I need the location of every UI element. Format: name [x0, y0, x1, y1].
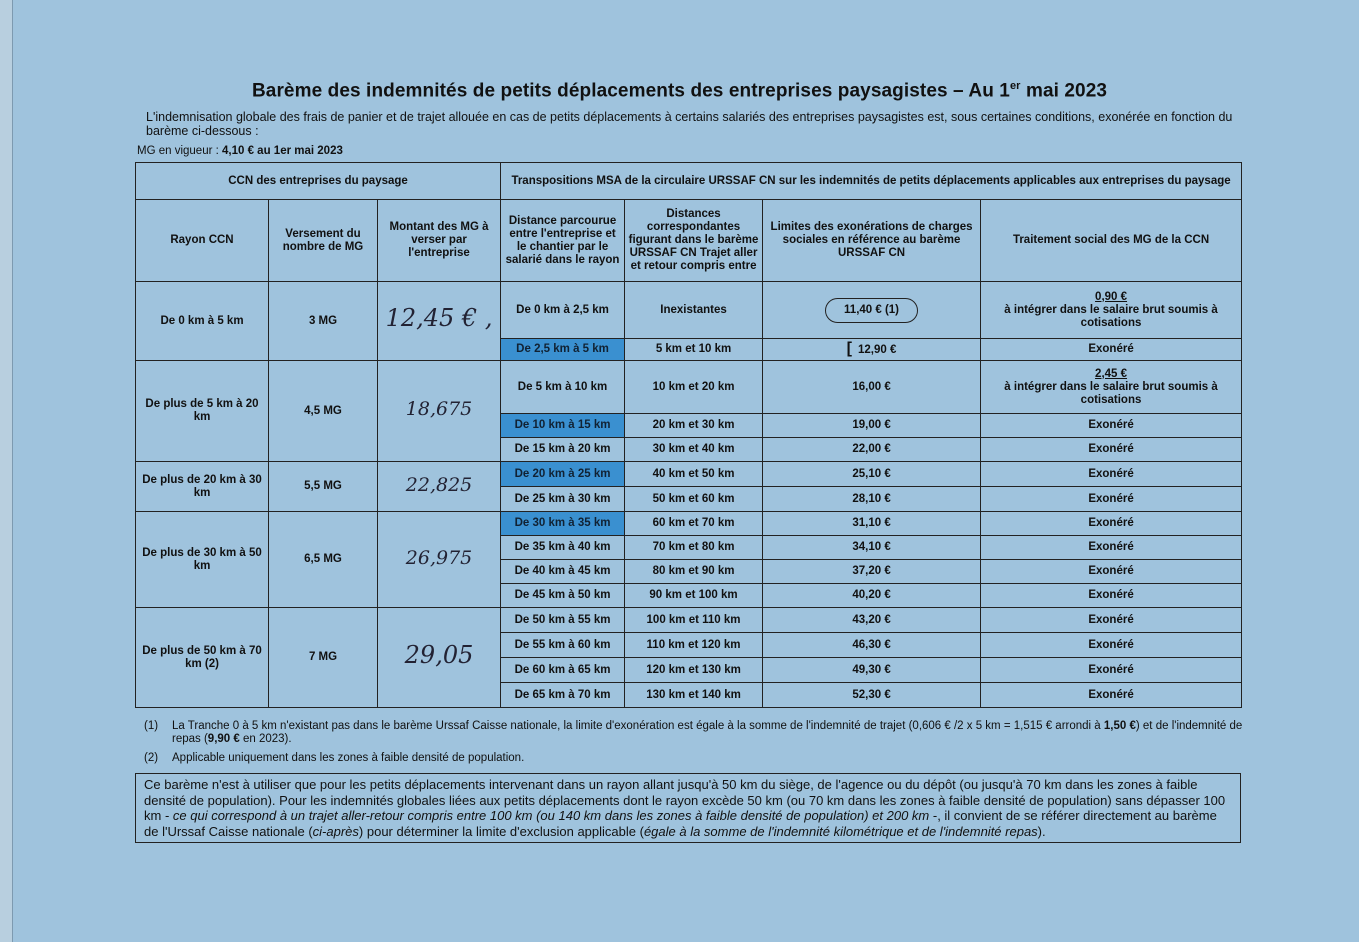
distance-cell: De 40 km à 45 km: [501, 560, 625, 584]
rayon-cell: De 0 km à 5 km: [136, 282, 269, 361]
distance-cell: De 50 km à 55 km: [501, 608, 625, 633]
header-distances-corr: Distances correspondantes figurant dans le barème URSSAF CN Trajet aller et retour compris entre: [625, 200, 763, 282]
header-msa-group: Transpositions MSA de la circulaire URSSAF CN sur les indemnités de petits déplacements applicables aux entreprises du paysage: [501, 163, 1242, 200]
limite-cell: 28,10 €: [763, 487, 981, 512]
info-box: Ce barème n'est à utiliser que pour les petits déplacements intervenant dans un rayon allant jusqu'à 50 km du siège, de l'agence ou du dépôt (ou jusqu'à 70 km dans les zones à faible densité de population). Pour les indemnités globales liées aux petits déplacements dont le rayon excède 50 km (ou 70 km dans les zones à faible densité de population) sans dépasser 100 km - ce qui correspond à un trajet aller-retour compris entre 100 km (ou 140 km dans les zones à faible densité de population) et 200 km -, il convient de se référer directement au barème de l'Urssaf Caisse nationale (ci-après) pour déterminer la limite d'exclusion applicable (égale à la somme de l'indemnité kilométrique et de l'indemnité repas).: [135, 773, 1241, 843]
limite-cell: 49,30 €: [763, 658, 981, 683]
corr-cell: 5 km et 10 km: [625, 339, 763, 361]
table-row: [136, 512, 1242, 536]
corr-cell: 70 km et 80 km: [625, 536, 763, 560]
footnote-2: (2) Applicable uniquement dans les zones à faible densité de population.: [144, 752, 525, 764]
bareme-table: [135, 162, 1242, 708]
montant-cell: [378, 512, 501, 608]
corr-cell: 60 km et 70 km: [625, 512, 763, 536]
limite-cell: 43,20 €: [763, 608, 981, 633]
corr-cell: 120 km et 130 km: [625, 658, 763, 683]
limite-cell: 37,20 €: [763, 560, 981, 584]
traitement-cell: Exonéré: [981, 633, 1242, 658]
limite-cell: 22,00 €: [763, 438, 981, 462]
montant-cell: [378, 462, 501, 512]
corr-cell: 50 km et 60 km: [625, 487, 763, 512]
table-row: [136, 361, 1242, 414]
mg-count-cell: 7 MG: [269, 608, 378, 708]
distance-cell: De 65 km à 70 km: [501, 683, 625, 708]
traitement-cell: Exonéré: [981, 487, 1242, 512]
limite-cell: 34,10 €: [763, 536, 981, 560]
mg-line: MG en vigueur : 4,10 € au 1er mai 2023: [137, 145, 343, 157]
handwritten-amount: 22,825: [405, 473, 473, 496]
traitement-cell: Exonéré: [981, 536, 1242, 560]
bracket-mark: [: [846, 340, 852, 357]
corr-cell: 130 km et 140 km: [625, 683, 763, 708]
header-distance: Distance parcourue entre l'entreprise et le chantier par le salarié dans le rayon: [501, 200, 625, 282]
corr-cell: 80 km et 90 km: [625, 560, 763, 584]
header-traitement: Traitement social des MG de la CCN: [981, 200, 1242, 282]
distance-cell: De 60 km à 65 km: [501, 658, 625, 683]
distance-cell-highlighted: De 10 km à 15 km: [501, 414, 625, 438]
limite-cell: 25,10 €: [763, 462, 981, 487]
limite-cell: [ 12,90 €: [763, 339, 981, 361]
header-ccn-group: CCN des entreprises du paysage: [136, 163, 501, 200]
mg-count-cell: 4,5 MG: [269, 361, 378, 462]
distance-cell-highlighted: De 20 km à 25 km: [501, 462, 625, 487]
montant-cell: [378, 282, 501, 361]
header-rayon: Rayon CCN: [136, 200, 269, 282]
distance-cell: De 0 km à 2,5 km: [501, 282, 625, 339]
distance-cell: De 15 km à 20 km: [501, 438, 625, 462]
mg-count-cell: 5,5 MG: [269, 462, 378, 512]
header-limites: Limites des exonérations de charges sociales en référence au barème URSSAF CN: [763, 200, 981, 282]
corr-cell: 40 km et 50 km: [625, 462, 763, 487]
limite-cell: 31,10 €: [763, 512, 981, 536]
table-row: [136, 462, 1242, 487]
traitement-cell: 0,90 € à intégrer dans le salaire brut soumis à cotisations: [981, 282, 1242, 339]
corr-cell: 110 km et 120 km: [625, 633, 763, 658]
distance-cell-highlighted: De 2,5 km à 5 km: [501, 339, 625, 361]
limite-cell: 19,00 €: [763, 414, 981, 438]
traitement-cell: Exonéré: [981, 608, 1242, 633]
limite-cell: 52,30 €: [763, 683, 981, 708]
footnotes: [144, 720, 1274, 771]
distance-cell: De 25 km à 30 km: [501, 487, 625, 512]
table-row: [136, 608, 1242, 633]
traitement-cell: Exonéré: [981, 462, 1242, 487]
handwritten-amount: 29,05: [404, 640, 474, 669]
circled-limite: 11,40 € (1): [825, 298, 918, 323]
mg-count-cell: 3 MG: [269, 282, 378, 361]
traitement-cell: Exonéré: [981, 560, 1242, 584]
rayon-cell: De plus de 50 km à 70 km (2): [136, 608, 269, 708]
footnote-1: (1) La Tranche 0 à 5 km n'existant pas dans le barème Urssaf Caisse nationale, la limite d'exonération est égale à la somme de l'indemnité de trajet (0,606 € /2 x 5 km = 1,515 € arrondi à 1,50 €) et de l'indemnité de repas (9,90 € en 2023).: [144, 720, 1243, 745]
handwritten-amount: 18,675: [405, 398, 473, 420]
corr-cell: Inexistantes: [625, 282, 763, 339]
distance-cell: De 45 km à 50 km: [501, 584, 625, 608]
corr-cell: 100 km et 110 km: [625, 608, 763, 633]
montant-cell: [378, 361, 501, 462]
corr-cell: 30 km et 40 km: [625, 438, 763, 462]
limite-cell: 16,00 €: [763, 361, 981, 414]
rayon-cell: De plus de 30 km à 50 km: [136, 512, 269, 608]
distance-cell: De 35 km à 40 km: [501, 536, 625, 560]
traitement-cell: Exonéré: [981, 414, 1242, 438]
corr-cell: 90 km et 100 km: [625, 584, 763, 608]
header-versement: Versement du nombre de MG: [269, 200, 378, 282]
window-left-edge: [0, 0, 13, 942]
limite-cell: 40,20 €: [763, 584, 981, 608]
distance-cell: De 55 km à 60 km: [501, 633, 625, 658]
rayon-cell: De plus de 5 km à 20 km: [136, 361, 269, 462]
traitement-cell: Exonéré: [981, 512, 1242, 536]
table-row: [136, 282, 1242, 339]
limite-cell: 46,30 €: [763, 633, 981, 658]
traitement-cell: Exonéré: [981, 683, 1242, 708]
distance-cell-highlighted: De 30 km à 35 km: [501, 512, 625, 536]
montant-cell: [378, 608, 501, 708]
handwritten-amount: 26,975: [405, 546, 473, 569]
traitement-cell: Exonéré: [981, 584, 1242, 608]
intro-paragraph: L'indemnisation globale des frais de panier et de trajet allouée en cas de petits déplacements à certains salariés des entreprises paysagistes est, sous certaines conditions, exonérée en fonction du barème ci-dessous :: [146, 110, 1233, 138]
traitement-cell: 2,45 € à intégrer dans le salaire brut soumis à cotisations: [981, 361, 1242, 414]
traitement-cell: Exonéré: [981, 438, 1242, 462]
traitement-cell: Exonéré: [981, 339, 1242, 361]
corr-cell: 10 km et 20 km: [625, 361, 763, 414]
rayon-cell: De plus de 20 km à 30 km: [136, 462, 269, 512]
handwritten-amount: 12,45 € ,: [385, 304, 493, 332]
limite-cell: [763, 282, 981, 339]
traitement-cell: Exonéré: [981, 658, 1242, 683]
mg-value: 4,10 € au 1er mai 2023: [222, 145, 343, 157]
distance-cell: De 5 km à 10 km: [501, 361, 625, 414]
header-montant: Montant des MG à verser par l'entreprise: [378, 200, 501, 282]
mg-count-cell: 6,5 MG: [269, 512, 378, 608]
corr-cell: 20 km et 30 km: [625, 414, 763, 438]
page-title: Barème des indemnités de petits déplacements des entreprises paysagistes – Au 1er mai 2023: [251, 80, 1108, 102]
